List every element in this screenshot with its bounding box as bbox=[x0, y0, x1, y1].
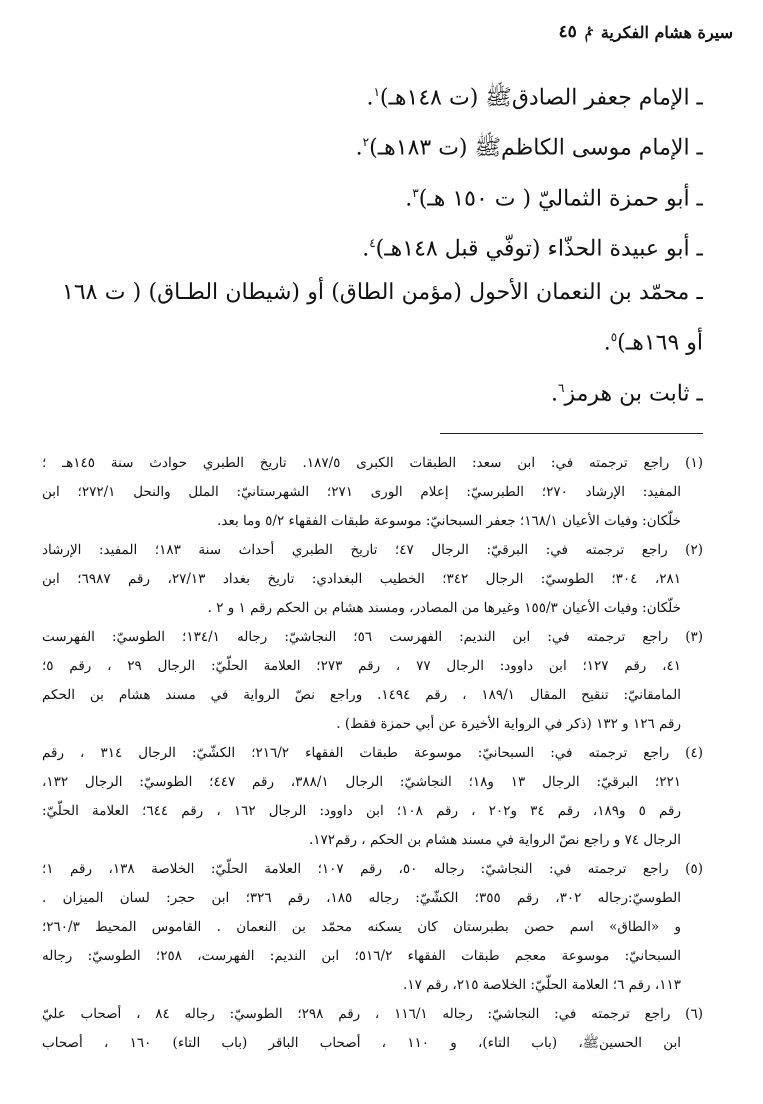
page-number: ٤٥ bbox=[558, 22, 577, 42]
running-head-title: سيرة هشام الفكرية bbox=[600, 22, 733, 42]
footnote: (٥) راجع ترجمته في: النجاشيّ: رجاله ٥٠، رقم ١٠٧؛ العلامة الحلّيّ: الخلاصة ١٣٨، رقم ١؛ الطوسيّ:رجاله ٣٠٢، رقم ٣٥٥؛ الكشّيّ: رجاله ١٨٥، رقم ٣٢٦؛ ابن حجر: لسان الميزان . و «الطاق» اسم حصن بطبرستان كان يسكنه محمّد بن النعمان . القاموس المحيط ٢٦٠/٣؛ السبحانيّ: موسوعة معجم طبقات الفقهاء ٥١٦/٢؛ ابن النديم: الفهرست، ٢٥٨؛ الطوسيّ: رجاله ١١٣، رقم ٦؛ العلامة الحلّيّ: الخلاصة ٢١٥، رقم ١٧. bbox=[42, 861, 703, 993]
footnote: (٦) راجع ترجمته في: النجاشيّ: رجاله ١١٦/١ ، رقم ٢٩٨؛ الطوسيّ: رجاله ٨٤ ، أصحاب عليّ ابن الحسينﷺ، (باب التاء)، و ١١٠ ، أصحاب الباقر (باب التاء) ١٦٠ ، أصحاب bbox=[42, 1006, 703, 1051]
body-line: ـ ثابت بن هرمز$^٦$. bbox=[551, 380, 703, 406]
footnote-ref: ١ bbox=[373, 85, 380, 99]
footnote-ref: ٢ bbox=[362, 135, 370, 150]
body-line: ـ الإمام جعفر الصادقﷺ (ت ١٤٨هـ)$^١$. bbox=[366, 85, 703, 111]
body-text bbox=[62, 70, 703, 416]
footnote-ref: ٤ bbox=[369, 235, 376, 250]
footnote: (٢) راجع ترجمته في: البرقيّ: الرجال ٤٧؛ تاريخ الطبري أحداث سنة ١٨٣؛ المفيد: الإرشاد ٢٨١، ٣٠٤؛ الطوسيّ: الرجال ٣٤٢؛ الخطيب البغدادي: تاريخ بغداد ٢٧/١٣، رقم ٦٩٨٧؛ ابن خلّكان: وفيات الأعيان ١٥٥/٣ وغيرها من المصادر، ومسند هشام بن الحكم رقم ١ و ٢ . bbox=[42, 542, 703, 616]
ornament-icon: ﰂ bbox=[584, 22, 593, 41]
body-line: أو ١٦٩هـ)$^٥$. bbox=[603, 330, 703, 356]
running-head bbox=[503, 22, 733, 42]
footnote: (١) راجع ترجمته في: ابن سعد: الطبقات الكبرى ١٨٧/٥. تاريخ الطبري حوادث سنة ١٤٥هـ ؛ المفيد: الإرشاد ٢٧٠؛ الطبرسيّ: إعلام الورى ٢٧١؛ الشهرستانيّ: الملل والنحل ٢٧٢/١؛ ابن خلّكان: وفيات الأعيان ١٦٨/١؛ جعفر السبحانيّ: موسوعة طبقات الفقهاء ٥/٢ وما بعد. bbox=[42, 455, 703, 529]
body-line: ـ أبو حمزة الثماليّ ( ت ١٥٠ هـ)$^٣$. bbox=[405, 185, 703, 211]
footnote-ref: ٦ bbox=[558, 380, 565, 395]
footnote-ref: ٥ bbox=[610, 330, 618, 345]
footnote: (٣) راجع ترجمته في: ابن النديم: الفهرست ٥٦؛ النجاشيّ: رجاله ١٣٤/١؛ الطوسيّ: الفهرست ٤١، رقم ١٢٧؛ ابن داوود: الرجال ٧٧ ، رقم ٢٧٣؛ العلامة الحلّيّ: الرجال ٢٩ ، رقم ٥؛ المامقانيّ: تنقيح المقال ١٨٩/١ ، رقم ١٤٩٤. وراجع نصّ الرواية في مسند هشام بن الحكم رقم ١٢٦ و ١٣٢ (ذكر في الرواية الأخيرة عن أبي حمزة فقط) . bbox=[42, 629, 703, 732]
body-line: ـ محمّد بن النعمان الأحول (مؤمن الطاق) أو (شيطان الطـاق) ( ت ١٦٨ bbox=[62, 280, 703, 306]
footnote: (٤) راجع ترجمته في: السبحانيّ: موسوعة طبقات الفقهاء ٢١٦/٢؛ الكشّيّ: الرجال ٣١٤ ، رقم ٢٢١؛ البرقيّ: الرجال ١٣ و١٨؛ النجاشيّ: الرجال ٣٨٨/١، رقم ٤٤٧؛ الطوسيّ: الرجال ١٣٢، رقم ٥ و١٨٩، رقم ٣٤ و٢٠٢ ، رقم ١٠٨؛ ابن داوود: الرجال ١٦٢ ، رقم ٦٤٤؛ العلامة الحلّيّ: الرجال ٧٤ و راجع نصّ الرواية في مسند هشام بن الحكم ، رقم١٧٢. bbox=[42, 745, 703, 848]
footnote-divider bbox=[440, 433, 703, 434]
body-line: ـ الإمام موسى الكاظمﷺ (ت ١٨٣هـ)$^٢$. bbox=[355, 135, 703, 161]
footnote-ref: ٣ bbox=[412, 185, 419, 200]
footnotes bbox=[42, 449, 703, 1058]
body-line: ـ أبو عبيدة الحذّاء (توفّي قبل ١٤٨هـ)$^٤$. bbox=[362, 235, 703, 262]
